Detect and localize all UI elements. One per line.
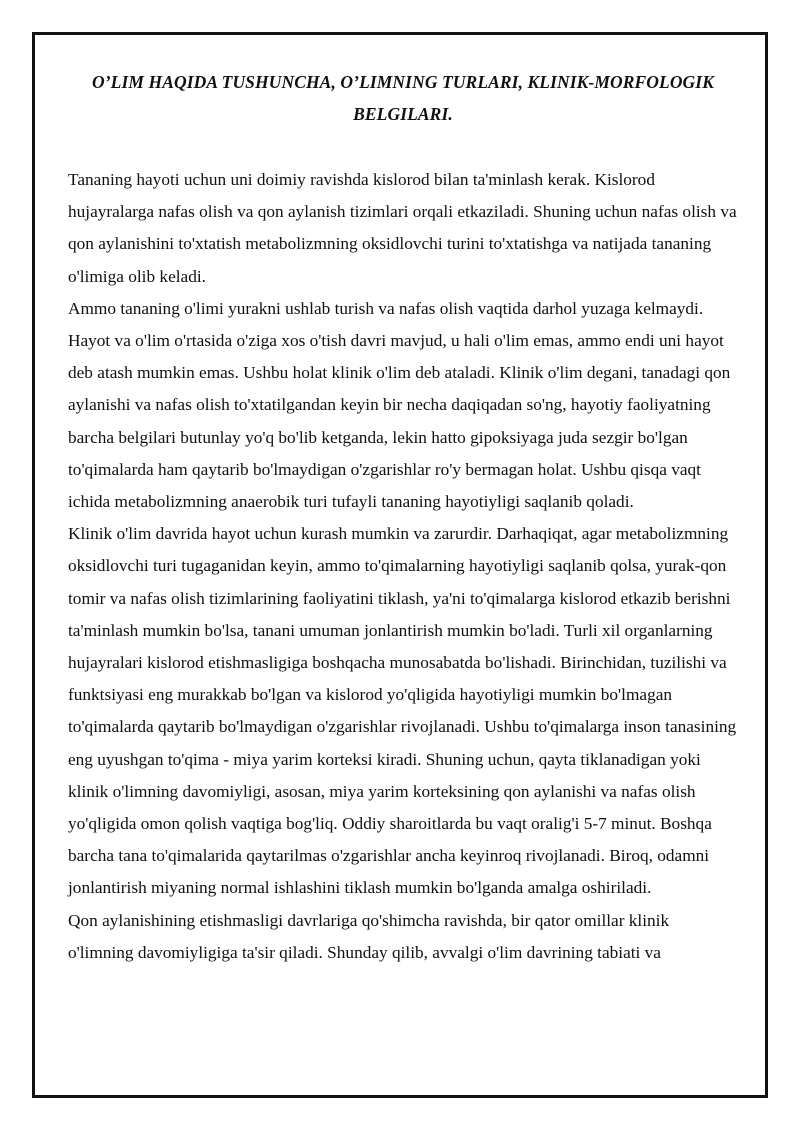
- document-body: [68, 164, 738, 969]
- paragraph-3: Klinik o'lim davrida hayot uchun kurash mumkin va zarurdir. Darhaqiqat, agar metabolizmning oksidlovchi turi tugaganidan keyin, ammo to'qimalarning hayotiyligi saqlanib qolsa, yurak-qon tomir va nafas olish tizimlarining faoliyatini tiklash, ya'ni to'qimalarga kislorod etkazib berishni ta'minlash mumkin bo'lsa, tanani umuman jonlantirish mumkin bo'ladi. Turli xil organlarning hujayralari kislorod etishmasligiga boshqacha munosabatda bo'lishadi. Birinchidan, tuzilishi va funktsiyasi eng murakkab bo'lgan va kislorod yo'qligida hayotiyligi mumkin bo'lmagan to'qimalarda qaytarib bo'lmaydigan o'zgarishlar rivojlanadi. Ushbu to'qimalarga inson tanasining eng uyushgan to'qima - miya yarim korteksi kiradi. Shuning uchun, qayta tiklanadigan yoki klinik o'limning davomiyligi, asosan, miya yarim korteksining qon aylanishi va nafas olish yo'qligida omon qolish vaqtiga bog'liq. Oddiy sharoitlarda bu vaqt oralig'i 5-7 minut. Boshqa barcha tana to'qimalarida qaytarilmas o'zgarishlar ancha keyinroq rivojlanadi. Biroq, odamni jonlantirish miyaning normal ishlashini tiklash mumkin bo'lganda amalga oshiriladi.: [68, 524, 737, 898]
- paragraph-1: Tananing hayoti uchun uni doimiy ravishda kislorod bilan ta'minlash kerak. Kislorod hujayralarga nafas olish va qon aylanish tizimlari orqali etkaziladi. Shuning uchun nafas olish va qon aylanishini to'xtatish metabolizmning oksidlovchi turini to'xtatishga va natijada tananing o'limiga olib keladi.: [68, 170, 737, 286]
- paragraph-2: Ammo tananing o'limi yurakni ushlab turish va nafas olish vaqtida darhol yuzaga kelmaydi. Hayot va o'lim o'rtasida o'ziga xos o'tish davri mavjud, u hali o'lim emas, ammo endi uni hayot deb atash mumkin emas. Ushbu holat klinik o'lim deb ataladi. Klinik o'lim degani, tanadagi qon aylanishi va nafas olish to'xtatilgandan keyin bir necha daqiqadan so'ng, hayotiy faoliyatning barcha belgilari butunlay yo'q bo'lib ketganda, lekin hatto gipoksiyaga juda sezgir bo'lgan to'qimalarda ham qaytarib bo'lmaydigan o'zgarishlar ro'y bermagan holat. Ushbu qisqa vaqt ichida metabolizmning anaerobik turi tufayli tananing hayotiyligi saqlanib qoladi.: [68, 298, 731, 512]
- document-title: O’LIM HAQIDA TUSHUNCHA, O’LIMNING TURLARI, KLINIK-MORFOLOGIK BELGILARI.: [92, 72, 714, 124]
- document-content: [68, 66, 738, 969]
- paragraph-4: Qon aylanishining etishmasligi davrlariga qo'shimcha ravishda, bir qator omillar klinik o'limning davomiyligiga ta'sir qiladi. Shunday qilib, avvalgi o'lim davrining tabiati va: [68, 910, 670, 962]
